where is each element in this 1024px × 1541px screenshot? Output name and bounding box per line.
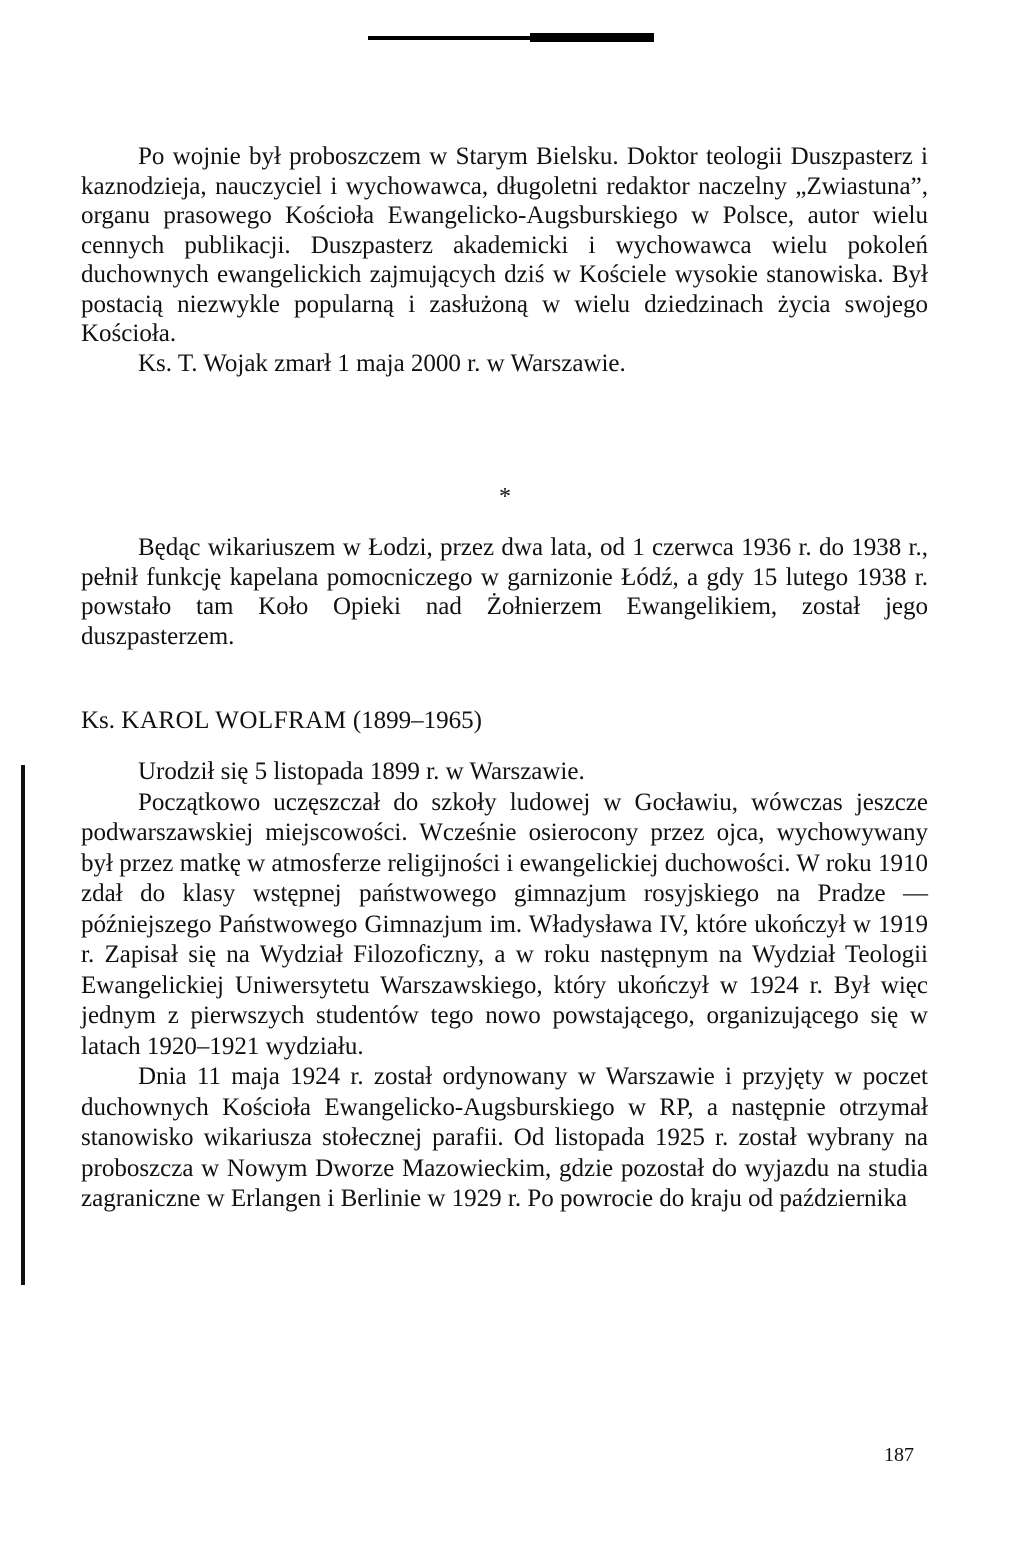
- heading-prefix: Ks.: [81, 707, 116, 734]
- paragraph: Początkowo uczęszczał do szkoły ludowej w Gocławiu, wówczas jeszcze podwarszawskiej miejscowości. Wcześnie osierocony przez ojca, wychowywany był przez matkę w atmosferze religijności i ewangelickiej duchowości. W roku 1910 zdał do klasy wstępnej państwowego gimnazjum rosyjskiego na Pradze — późniejszego Państwowego Gimnazjum im. Władysława IV, które ukończył w 1919 r. Zapisał się na Wydział Filozoficzny, a w roku następnym na Wydział Teologii Ewangelickiej Uniwersytetu Warszawskiego, który ukończył w 1924 r. Był więc jednym z pierwszych studentów tego nowo powstającego, organizującego się w latach 1920–1921 wydziału.: [81, 788, 928, 1060]
- page-number: 187: [884, 1444, 914, 1466]
- text-block-wolfram: [81, 757, 928, 1215]
- text-block-wojak: [81, 142, 928, 378]
- top-rule-mark: [530, 33, 654, 42]
- text-block-footnote: [81, 533, 928, 651]
- paragraph: Po wojnie był proboszczem w Starym Bielsku. Doktor teologii Duszpasterz i kaznodzieja, nauczyciel i wychowawca, długoletni redaktor naczelny „Zwiastuna”, organu prasowego Kościoła Ewangelicko-Augsburskiego w Polsce, autor wielu cennych publikacji. Duszpasterz akademicki i wychowawca wielu pokoleń duchownych ewangelickich zajmujących dziś w Kościele wysokie stanowiska. Był postacią niezwykle popularną i zasłużoną w wielu dziedzinach życia swojego Kościoła.: [81, 143, 928, 347]
- margin-bar: [21, 765, 25, 1285]
- paragraph: Ks. T. Wojak zmarł 1 maja 2000 r. w Warszawie.: [138, 349, 626, 377]
- heading-years: (1899–1965): [352, 707, 482, 734]
- paragraph: Będąc wikariuszem w Łodzi, przez dwa lata, od 1 czerwca 1936 r. do 1938 r., pełnił funkcję kapelana pomocniczego w garnizonie Łódź, a gdy 15 lutego 1938 r. powstało tam Koło Opieki nad Żołnierzem Ewangelikiem, został jego duszpasterzem.: [81, 534, 928, 650]
- paragraph: Dnia 11 maja 1924 r. został ordynowany w Warszawie i przyjęty w poczet duchownych Kościoła Ewangelicko-Augsburskiego w RP, a następnie otrzymał stanowisko wikariusza stołecznej parafii. Od listopada 1925 r. został wybrany na proboszcza w Nowym Dworze Mazowieckim, gdzie pozostał do wyjazdu na studia zagraniczne w Erlangen i Berlinie w 1929 r. Po powrocie do kraju od października: [81, 1063, 928, 1212]
- heading-name: KAROL WOLFRAM: [121, 707, 347, 734]
- paragraph: Urodził się 5 listopada 1899 r. w Warszawie.: [138, 758, 585, 785]
- section-separator: *: [499, 484, 511, 510]
- section-heading: [81, 706, 482, 736]
